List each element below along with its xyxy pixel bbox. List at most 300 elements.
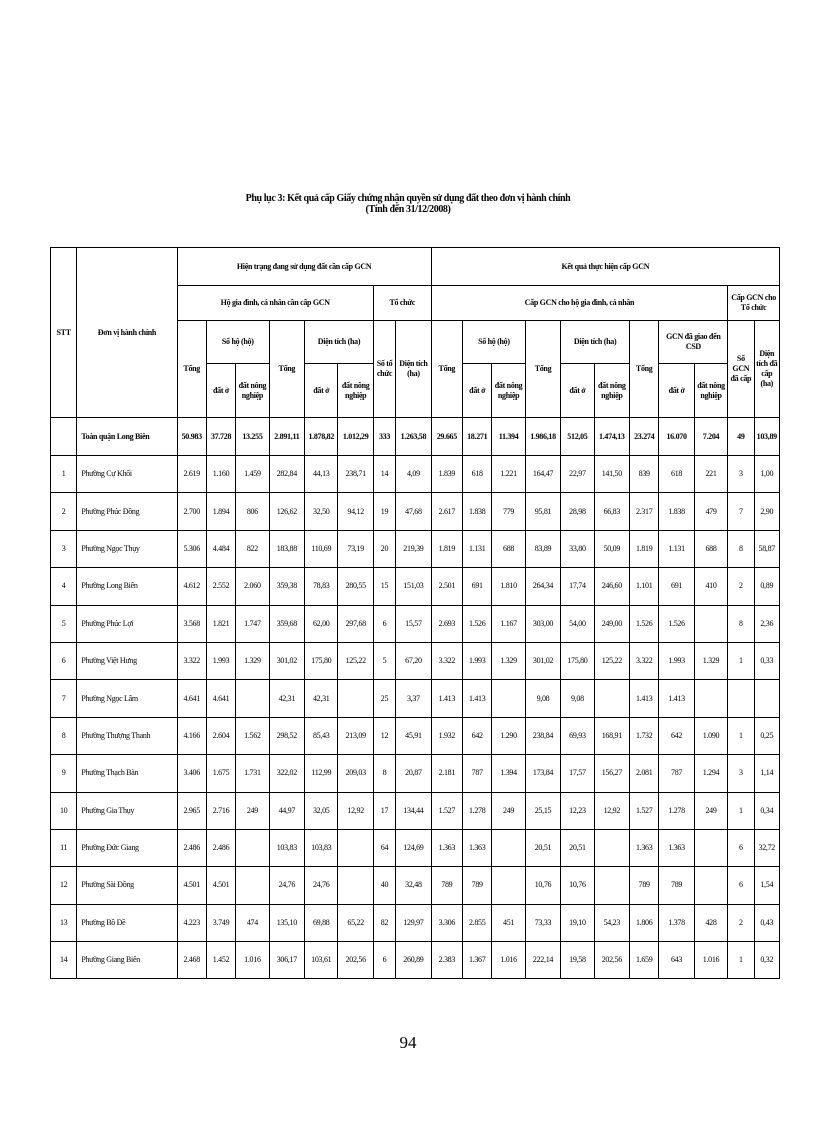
- cell-value: 29.665: [431, 418, 462, 456]
- cell-value: [236, 680, 269, 717]
- cell-value: 24,76: [305, 867, 338, 904]
- cell-value: 1.878,82: [305, 418, 338, 456]
- cell-stt: 11: [51, 829, 77, 866]
- cell-value: 2.501: [431, 568, 462, 605]
- cell-value: 1.986,18: [525, 418, 560, 456]
- cell-value: 1.278: [659, 792, 694, 829]
- cell-unit-name: Phường Bồ Đề: [77, 904, 177, 941]
- cell-value: 1.839: [431, 456, 462, 493]
- cell-value: 44,13: [305, 456, 338, 493]
- header-households-count: Số hộ (hộ): [206, 321, 269, 364]
- table-row: [51, 530, 780, 567]
- cell-stt: 2: [51, 493, 77, 530]
- cell-unit-name: Phường Đức Giang: [77, 829, 177, 866]
- table-row: [51, 942, 780, 979]
- cell-value: 618: [463, 456, 492, 493]
- cell-value: 1.821: [206, 605, 235, 642]
- cell-value: 1.363: [630, 829, 659, 866]
- cell-value: 1.819: [630, 530, 659, 567]
- cell-value: 62,00: [305, 605, 338, 642]
- cell-value: 20,87: [396, 755, 432, 792]
- table-row: [51, 642, 780, 679]
- header-stt: STT: [51, 248, 77, 418]
- cell-value: 4.484: [206, 530, 235, 567]
- cell-value: 151,03: [396, 568, 432, 605]
- cell-value: 1.459: [236, 456, 269, 493]
- header-total: Tổng: [269, 321, 304, 418]
- cell-stt: 7: [51, 680, 77, 717]
- cell-value: 2.619: [177, 456, 206, 493]
- cell-value: 4.501: [206, 867, 235, 904]
- cell-stt: 4: [51, 568, 77, 605]
- cell-value: 69,88: [305, 904, 338, 941]
- header-residential: đất ở: [561, 364, 594, 418]
- cell-value: 322,02: [269, 755, 304, 792]
- cell-value: 6: [728, 867, 754, 904]
- header-households-count: Số hộ (hộ): [463, 321, 526, 364]
- title-line-2: (Tính đến 31/12/2008): [365, 204, 451, 215]
- cell-value: 297,68: [338, 605, 373, 642]
- cell-value: 134,44: [396, 792, 432, 829]
- cell-value: 2.693: [431, 605, 462, 642]
- table-row: [51, 867, 780, 904]
- cell-value: 1.329: [492, 642, 525, 679]
- cell-value: 33,80: [561, 530, 594, 567]
- cell-value: 44,97: [269, 792, 304, 829]
- cell-value: 73,33: [525, 904, 560, 941]
- cell-value: 32,48: [396, 867, 432, 904]
- cell-value: 135,10: [269, 904, 304, 941]
- cell-value: 2.965: [177, 792, 206, 829]
- header-total: Tổng: [431, 321, 462, 418]
- cell-value: 4.641: [177, 680, 206, 717]
- cell-value: 2: [728, 568, 754, 605]
- cell-stt: 14: [51, 942, 77, 979]
- cell-value: 12: [373, 717, 395, 754]
- cell-value: 6: [373, 942, 395, 979]
- cell-value: 301,02: [269, 642, 304, 679]
- cell-value: 691: [463, 568, 492, 605]
- cell-value: 12,92: [338, 792, 373, 829]
- cell-unit-name: Toàn quận Long Biên: [77, 418, 177, 456]
- cell-value: 2.081: [630, 755, 659, 792]
- cell-value: 9,08: [525, 680, 560, 717]
- cell-value: 282,84: [269, 456, 304, 493]
- cell-value: 260,89: [396, 942, 432, 979]
- cell-value: 173,84: [525, 755, 560, 792]
- cell-value: 806: [236, 493, 269, 530]
- cell-value: [492, 867, 525, 904]
- cell-value: [594, 680, 629, 717]
- cell-value: 95,81: [525, 493, 560, 530]
- header-delivered: GCN đã giao đến CSD: [659, 321, 728, 364]
- cell-value: 69,93: [561, 717, 594, 754]
- cell-value: 19,58: [561, 942, 594, 979]
- cell-value: 1.452: [206, 942, 235, 979]
- cell-value: 221: [694, 456, 727, 493]
- cell-value: 4.641: [206, 680, 235, 717]
- cell-value: 2.716: [206, 792, 235, 829]
- cell-value: 3.749: [206, 904, 235, 941]
- cell-value: 1.747: [236, 605, 269, 642]
- cell-value: 5.306: [177, 530, 206, 567]
- cell-value: 789: [463, 867, 492, 904]
- cell-value: 49: [728, 418, 754, 456]
- cell-value: 1,14: [754, 755, 779, 792]
- cell-value: 306,17: [269, 942, 304, 979]
- cell-value: 103,61: [305, 942, 338, 979]
- cell-value: 175,80: [561, 642, 594, 679]
- cell-value: 642: [463, 717, 492, 754]
- cell-value: [694, 680, 727, 717]
- cell-value: 359,68: [269, 605, 304, 642]
- cell-value: 1.016: [236, 942, 269, 979]
- cell-value: 2.486: [206, 829, 235, 866]
- cell-value: 202,56: [594, 942, 629, 979]
- cell-value: 249: [492, 792, 525, 829]
- cell-value: 822: [236, 530, 269, 567]
- cell-value: 479: [694, 493, 727, 530]
- cell-value: 3: [728, 755, 754, 792]
- header-residential: đất ở: [305, 364, 338, 418]
- cell-value: 110,69: [305, 530, 338, 567]
- cell-value: 50,09: [594, 530, 629, 567]
- cell-value: 16.070: [659, 418, 694, 456]
- cell-value: 25,15: [525, 792, 560, 829]
- cell-value: 1.894: [206, 493, 235, 530]
- cell-value: 213,09: [338, 717, 373, 754]
- cell-value: 2: [728, 904, 754, 941]
- cell-value: [594, 867, 629, 904]
- cell-value: 2.552: [206, 568, 235, 605]
- cell-value: 1.731: [236, 755, 269, 792]
- cell-value: 168,91: [594, 717, 629, 754]
- cell-value: 1.290: [492, 717, 525, 754]
- cell-value: 1.810: [492, 568, 525, 605]
- cell-value: 183,88: [269, 530, 304, 567]
- cell-value: 22,97: [561, 456, 594, 493]
- cell-unit-name: Phường Phúc Đồng: [77, 493, 177, 530]
- cell-value: 28,98: [561, 493, 594, 530]
- cell-value: 175,80: [305, 642, 338, 679]
- cell-stt: 1: [51, 456, 77, 493]
- cell-value: 2,36: [754, 605, 779, 642]
- cell-value: [236, 829, 269, 866]
- cell-value: 643: [659, 942, 694, 979]
- cell-value: 78,83: [305, 568, 338, 605]
- cell-unit-name: Phường Long Biên: [77, 568, 177, 605]
- cell-value: 1: [728, 942, 754, 979]
- cell-value: 125,22: [594, 642, 629, 679]
- cell-value: 54,00: [561, 605, 594, 642]
- title-line-1: Phụ lục 3: Kết quả cấp Giấy chứng nhận quyền sử dụng đất theo đơn vị hành chính: [245, 193, 571, 204]
- cell-stt: [51, 418, 77, 456]
- cell-stt: 10: [51, 792, 77, 829]
- cell-value: 5: [373, 642, 395, 679]
- cell-value: 4.223: [177, 904, 206, 941]
- cell-value: 1.413: [463, 680, 492, 717]
- cell-value: 4.612: [177, 568, 206, 605]
- cell-value: 249: [236, 792, 269, 829]
- table-row: [51, 717, 780, 754]
- cell-value: 2.891,11: [269, 418, 304, 456]
- cell-value: 451: [492, 904, 525, 941]
- cell-value: [694, 867, 727, 904]
- cell-value: 18.271: [463, 418, 492, 456]
- cell-value: 67,20: [396, 642, 432, 679]
- cell-value: 1: [728, 642, 754, 679]
- cell-value: 0,89: [754, 568, 779, 605]
- cell-value: 298,52: [269, 717, 304, 754]
- cell-unit-name: Phường Thạch Bàn: [77, 755, 177, 792]
- cell-value: 1.413: [431, 680, 462, 717]
- cell-value: 1.474,13: [594, 418, 629, 456]
- cell-value: 10,76: [525, 867, 560, 904]
- cell-value: 156,27: [594, 755, 629, 792]
- header-gcn-count: Số GCN đã cấp: [728, 321, 754, 418]
- cell-value: 1.394: [492, 755, 525, 792]
- cell-value: 688: [492, 530, 525, 567]
- header-current-status: Hiện trạng đang sử dụng đất cần cấp GCN: [177, 248, 431, 286]
- cell-value: [338, 680, 373, 717]
- cell-value: 789: [431, 867, 462, 904]
- cell-value: 8: [728, 530, 754, 567]
- cell-unit-name: Phường Giang Biên: [77, 942, 177, 979]
- cell-value: 17,57: [561, 755, 594, 792]
- cell-value: 3.406: [177, 755, 206, 792]
- cell-value: 2.700: [177, 493, 206, 530]
- cell-value: 141,50: [594, 456, 629, 493]
- cell-value: 3.306: [431, 904, 462, 941]
- cell-value: 4.501: [177, 867, 206, 904]
- cell-value: 787: [659, 755, 694, 792]
- cell-value: 1.378: [659, 904, 694, 941]
- cell-value: 1.329: [694, 642, 727, 679]
- cell-value: 2.181: [431, 755, 462, 792]
- cell-value: 50.983: [177, 418, 206, 456]
- cell-value: 789: [630, 867, 659, 904]
- cell-value: 54,23: [594, 904, 629, 941]
- header-issued-households: Cấp GCN cho hộ gia đình, cá nhân: [431, 286, 728, 321]
- cell-value: 1.016: [492, 942, 525, 979]
- cell-value: 1.993: [659, 642, 694, 679]
- cell-value: 264,34: [525, 568, 560, 605]
- cell-value: 688: [694, 530, 727, 567]
- cell-value: [338, 867, 373, 904]
- cell-value: 83,89: [525, 530, 560, 567]
- cell-value: 20: [373, 530, 395, 567]
- header-total: Tổng: [630, 321, 659, 418]
- cell-value: 3.322: [431, 642, 462, 679]
- header-residential: đất ở: [206, 364, 235, 418]
- cell-value: 129,97: [396, 904, 432, 941]
- cell-value: 4,09: [396, 456, 432, 493]
- cell-value: 512,05: [561, 418, 594, 456]
- cell-value: 47,68: [396, 493, 432, 530]
- cell-value: 1.294: [694, 755, 727, 792]
- cell-value: 42,31: [305, 680, 338, 717]
- cell-value: 280,55: [338, 568, 373, 605]
- cell-value: 1.659: [630, 942, 659, 979]
- cell-value: 1.329: [236, 642, 269, 679]
- cell-value: 474: [236, 904, 269, 941]
- cell-value: 94,12: [338, 493, 373, 530]
- cell-value: 32,05: [305, 792, 338, 829]
- cell-value: 1.675: [206, 755, 235, 792]
- cell-value: 82: [373, 904, 395, 941]
- cell-value: 0,32: [754, 942, 779, 979]
- table-row-total: [51, 418, 780, 456]
- cell-value: 15,57: [396, 605, 432, 642]
- table-body: [51, 418, 780, 979]
- cell-value: 103,83: [269, 829, 304, 866]
- cell-value: 37.728: [206, 418, 235, 456]
- cell-value: [728, 680, 754, 717]
- header-agricultural: đất nông nghiệp: [492, 364, 525, 418]
- cell-value: 246,60: [594, 568, 629, 605]
- cell-value: [492, 829, 525, 866]
- cell-value: 1.167: [492, 605, 525, 642]
- cell-value: 1: [728, 792, 754, 829]
- cell-value: 1.527: [431, 792, 462, 829]
- cell-unit-name: Phường Việt Hưng: [77, 642, 177, 679]
- cell-value: 1,00: [754, 456, 779, 493]
- table-row: [51, 605, 780, 642]
- table-row: [51, 829, 780, 866]
- header-total: Tổng: [177, 321, 206, 418]
- cell-value: 32,72: [754, 829, 779, 866]
- cell-value: 8: [728, 605, 754, 642]
- cell-unit-name: Phường Phúc Lợi: [77, 605, 177, 642]
- cell-value: [236, 867, 269, 904]
- cell-value: 20,51: [561, 829, 594, 866]
- cell-value: 1,54: [754, 867, 779, 904]
- cell-value: 1.278: [463, 792, 492, 829]
- cell-value: 2.317: [630, 493, 659, 530]
- cell-value: 3.322: [177, 642, 206, 679]
- header-agricultural: đất nông nghiệp: [694, 364, 727, 418]
- cell-value: 1.363: [463, 829, 492, 866]
- cell-value: 249: [694, 792, 727, 829]
- cell-value: 65,22: [338, 904, 373, 941]
- header-total: Tổng: [525, 321, 560, 418]
- cell-value: [694, 605, 727, 642]
- cell-value: [694, 829, 727, 866]
- cell-value: 787: [463, 755, 492, 792]
- cell-value: 1.363: [431, 829, 462, 866]
- cell-stt: 9: [51, 755, 77, 792]
- cell-value: 1.413: [659, 680, 694, 717]
- cell-value: 1.012,29: [338, 418, 373, 456]
- cell-value: 301,02: [525, 642, 560, 679]
- cell-value: 6: [373, 605, 395, 642]
- table-row: [51, 904, 780, 941]
- cell-value: 64: [373, 829, 395, 866]
- cell-value: 1.838: [463, 493, 492, 530]
- cell-value: 1.732: [630, 717, 659, 754]
- cell-value: 2.617: [431, 493, 462, 530]
- cell-value: 12,92: [594, 792, 629, 829]
- cell-value: 359,38: [269, 568, 304, 605]
- cell-value: 1.526: [630, 605, 659, 642]
- cell-unit-name: Phường Thượng Thanh: [77, 717, 177, 754]
- cell-value: 1.806: [630, 904, 659, 941]
- cell-value: 1.160: [206, 456, 235, 493]
- table-row: [51, 680, 780, 717]
- cell-value: 333: [373, 418, 395, 456]
- cell-value: 8: [373, 755, 395, 792]
- header-agricultural: đất nông nghiệp: [236, 364, 269, 418]
- cell-value: 779: [492, 493, 525, 530]
- table-row: [51, 493, 780, 530]
- cell-value: 0,43: [754, 904, 779, 941]
- cell-value: 85,43: [305, 717, 338, 754]
- cell-value: 2.855: [463, 904, 492, 941]
- cell-value: 789: [659, 867, 694, 904]
- header-organizations: Tổ chức: [373, 286, 431, 321]
- cell-value: 428: [694, 904, 727, 941]
- cell-value: 2.486: [177, 829, 206, 866]
- cell-value: 3,37: [396, 680, 432, 717]
- header-unit: Đơn vị hành chính: [77, 248, 177, 418]
- cell-value: 7: [728, 493, 754, 530]
- cell-value: 1.562: [236, 717, 269, 754]
- cell-value: 42,31: [269, 680, 304, 717]
- cell-value: 6: [728, 829, 754, 866]
- header-agricultural: đất nông nghiệp: [594, 364, 629, 418]
- header-residential: đất ở: [463, 364, 492, 418]
- cell-value: 12,23: [561, 792, 594, 829]
- cell-value: 1.101: [630, 568, 659, 605]
- header-households-need: Hộ gia đình, cá nhân cần cấp GCN: [177, 286, 373, 321]
- cell-value: 25: [373, 680, 395, 717]
- cell-value: [594, 829, 629, 866]
- cell-value: 24,76: [269, 867, 304, 904]
- cell-value: 32,50: [305, 493, 338, 530]
- cell-value: 19,10: [561, 904, 594, 941]
- table-row: [51, 755, 780, 792]
- cell-value: 73,19: [338, 530, 373, 567]
- table-row: [51, 456, 780, 493]
- cell-value: 1.221: [492, 456, 525, 493]
- table-row: [51, 792, 780, 829]
- cell-value: 3.322: [630, 642, 659, 679]
- header-residential: đất ở: [659, 364, 694, 418]
- cell-stt: 3: [51, 530, 77, 567]
- cell-value: 14: [373, 456, 395, 493]
- cell-value: 238,71: [338, 456, 373, 493]
- cell-value: 1.131: [463, 530, 492, 567]
- cell-value: 2.604: [206, 717, 235, 754]
- cell-value: 839: [630, 456, 659, 493]
- cell-unit-name: Phường Sài Đồng: [77, 867, 177, 904]
- cell-value: 1.367: [463, 942, 492, 979]
- cell-value: 618: [659, 456, 694, 493]
- cell-value: 1.819: [431, 530, 462, 567]
- cell-stt: 13: [51, 904, 77, 941]
- cell-value: [338, 829, 373, 866]
- cell-value: 1.993: [463, 642, 492, 679]
- cell-value: 23.274: [630, 418, 659, 456]
- cell-value: [754, 680, 779, 717]
- cell-unit-name: Phường Ngọc Lâm: [77, 680, 177, 717]
- cell-value: 1.993: [206, 642, 235, 679]
- cell-value: 1.090: [694, 717, 727, 754]
- header-area: Diện tích (ha): [305, 321, 374, 364]
- header-area-issued: Diện tích đã cấp (ha): [754, 321, 779, 418]
- cell-stt: 6: [51, 642, 77, 679]
- cell-value: 0,33: [754, 642, 779, 679]
